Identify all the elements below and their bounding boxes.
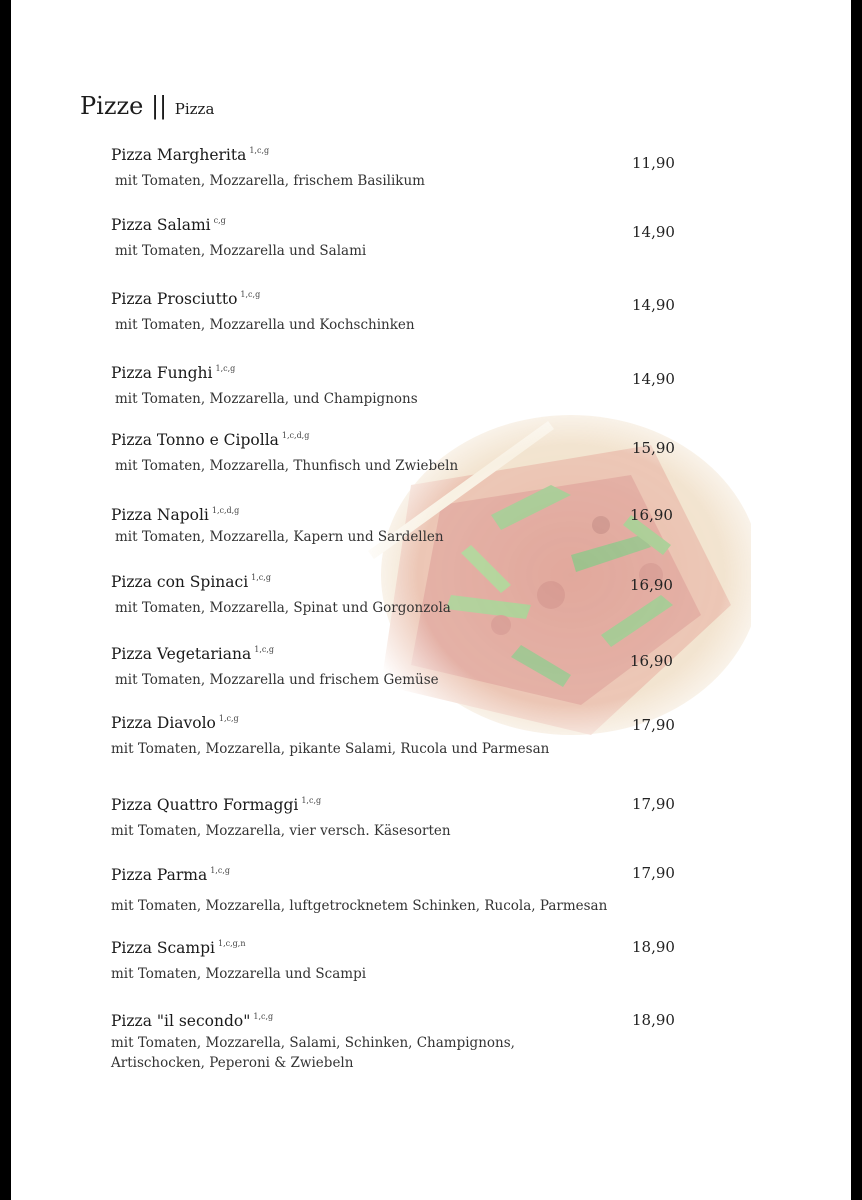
item-description: mit Tomaten, Mozzarella, Salami, Schinken, Champignons, (111, 1035, 515, 1051)
item-name: Pizza Margherita (111, 146, 247, 164)
item-name: Pizza Diavolo (111, 714, 216, 732)
menu-item (111, 866, 811, 916)
menu-item (111, 645, 811, 690)
item-price: 16,90 (630, 652, 673, 670)
item-description: mit Tomaten, Mozzarella, vier versch. Käsesorten (111, 823, 451, 839)
allergen-codes: 1,c,g,n (218, 939, 246, 948)
item-price: 18,90 (632, 938, 675, 956)
item-price: 17,90 (632, 795, 675, 813)
item-price: 17,90 (632, 716, 675, 734)
item-description: mit Tomaten, Mozzarella und Kochschinken (115, 317, 415, 333)
item-price: 14,90 (632, 223, 675, 241)
item-price: 18,90 (632, 1011, 675, 1029)
section-heading (80, 92, 214, 120)
item-name: Pizza Prosciutto (111, 290, 238, 308)
section-subtitle: Pizza (174, 100, 215, 118)
item-description: mit Tomaten, Mozzarella, Spinat und Gorgonzola (115, 600, 451, 616)
allergen-codes: 1,c,g (210, 866, 230, 875)
allergen-codes: 1,c,g (249, 146, 270, 155)
menu-item (111, 364, 811, 409)
allergen-codes: c,g (213, 216, 226, 225)
item-name: Pizza Napoli (111, 506, 209, 524)
allergen-codes: 1,c,g (251, 573, 271, 582)
item-description: mit Tomaten, Mozzarella, frischem Basilikum (115, 173, 425, 189)
menu-item (111, 146, 811, 191)
menu-item (111, 714, 811, 759)
menu-item (111, 573, 811, 618)
item-description: mit Tomaten, Mozzarella, luftgetrocknetem Schinken, Rucola, Parmesan (111, 898, 608, 914)
menu-item (111, 939, 811, 984)
allergen-codes: 1,c,d,g (211, 506, 240, 515)
item-price: 16,90 (630, 576, 673, 594)
section-title: Pizze || (80, 92, 168, 120)
item-description: mit Tomaten, Mozzarella und Scampi (111, 966, 367, 982)
menu-page (11, 0, 851, 1200)
item-name: Pizza "il secondo" (111, 1012, 251, 1030)
item-name: Pizza Funghi (111, 364, 213, 382)
item-name: Pizza Salami (111, 216, 211, 234)
menu-item (111, 216, 811, 261)
allergen-codes: 1,c,d,g (281, 431, 310, 440)
item-description: mit Tomaten, Mozzarella und frischem Gemüse (115, 672, 439, 688)
item-name: Pizza Parma (111, 866, 208, 884)
menu-item (111, 431, 811, 476)
item-name: Pizza Quattro Formaggi (111, 796, 299, 814)
item-description: mit Tomaten, Mozzarella und Salami (115, 243, 367, 259)
item-price: 17,90 (632, 864, 675, 882)
allergen-codes: 1,c,g (240, 290, 261, 299)
allergen-codes: 1,c,g (254, 645, 275, 654)
menu-item (111, 1012, 811, 1073)
item-price: 14,90 (632, 370, 675, 388)
menu-item (111, 290, 811, 335)
item-name: Pizza con Spinaci (111, 573, 249, 591)
item-description: mit Tomaten, Mozzarella, und Champignons (115, 391, 418, 407)
item-name: Pizza Scampi (111, 939, 216, 957)
item-price: 11,90 (632, 154, 675, 172)
item-price: 16,90 (630, 506, 673, 524)
item-description-line2: Artischocken, Peperoni & Zwiebeln (111, 1055, 354, 1071)
item-price: 15,90 (632, 439, 675, 457)
menu-item (111, 796, 811, 841)
item-description: mit Tomaten, Mozzarella, pikante Salami, Rucola und Parmesan (111, 741, 550, 757)
item-description: mit Tomaten, Mozzarella, Kapern und Sardellen (115, 529, 444, 545)
item-description: mit Tomaten, Mozzarella, Thunfisch und Zwiebeln (115, 458, 459, 474)
item-name: Pizza Tonno e Cipolla (111, 431, 279, 449)
allergen-codes: 1,c,g (301, 796, 322, 805)
allergen-codes: 1,c,g (218, 714, 239, 723)
item-price: 14,90 (632, 296, 675, 314)
menu-item (111, 506, 811, 547)
allergen-codes: 1,c,g (253, 1012, 274, 1021)
allergen-codes: 1,c,g (215, 364, 236, 373)
item-name: Pizza Vegetariana (111, 645, 252, 663)
